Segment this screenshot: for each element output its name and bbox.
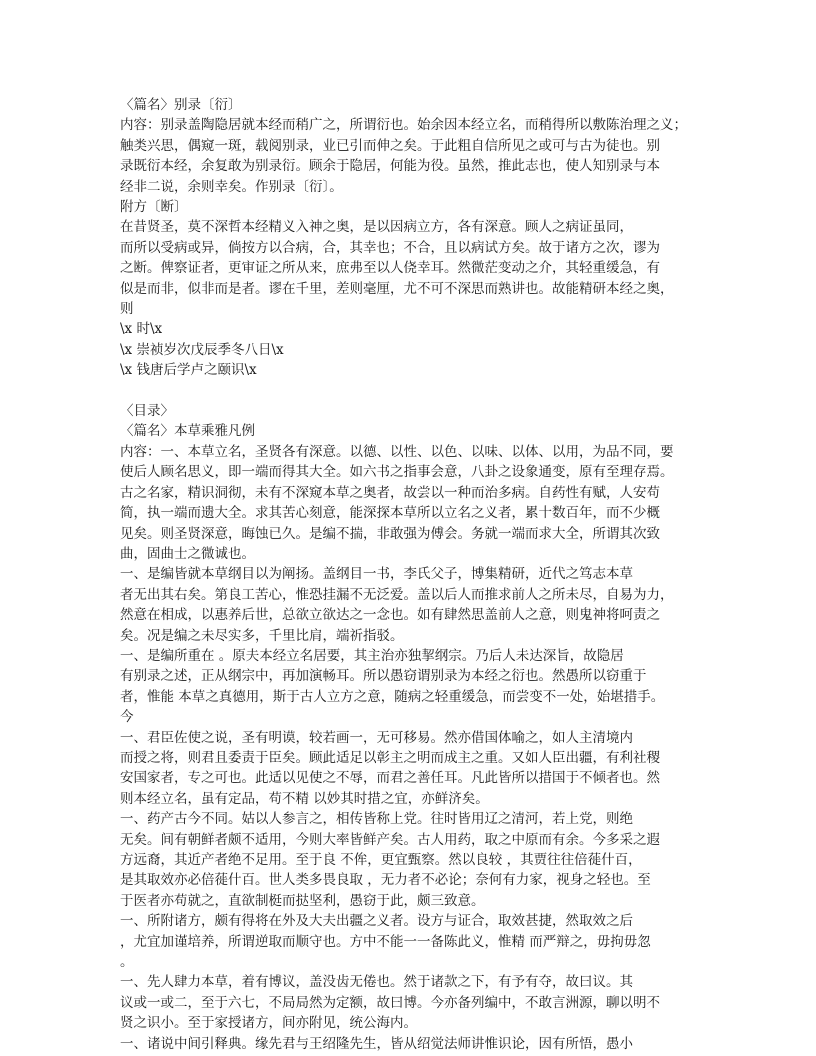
text-line: 一、药产古今不同。姑以人参言之，相传皆称上党。往时皆用辽之清河，若上党，则绝 <box>120 811 633 828</box>
text-line: 贤之识小。至于家授诸方，间亦附见，统公海内。 <box>120 1015 417 1032</box>
text-line: 内容：别录盖陶隐居就本经而稍广之，所谓衍也。始余因本经立名，而稍得所以敷陈治理之义； <box>120 117 687 134</box>
text-line: 。 <box>120 954 134 971</box>
text-line: 于医者亦苟就之，直欲制梃而挞坚利，愚窃于此，颇三致意。 <box>120 892 485 909</box>
text-line: 者无出其右矣。第良工苦心，惟恐挂漏不无泛爱。盖以后人而推求前人之所未尽，自易为力， <box>120 586 674 603</box>
text-line: 而授之将，则君且委责于臣矣。顾此适足以彰主之明而成主之重。又如人臣出疆，有利社稷 <box>120 749 660 766</box>
text-line: 矣。况是编之未尽实多，千里比肩，端祈指驳。 <box>120 627 404 644</box>
text-line: 见矣。则圣贤深意，晦蚀已久。是编不揣，非敢强为傅会。务就一端而求大全，所谓其次致 <box>120 525 660 542</box>
text-line: 一、先人肆力本草，着有博议，盖没齿无倦也。然于诸款之下，有予有夺，故曰议。其 <box>120 974 633 991</box>
text-line: 使后人顾名思义，即一端而得其大全。如六书之指事会意，八卦之设象通变，原有至理存焉。 <box>120 464 674 481</box>
text-line: 经非二说，余则幸矣。作别录〔衍〕。 <box>120 178 343 195</box>
text-line: 似是而非，似非而是者。谬在千里，差则毫厘，尤不可不深思而熟讲也。故能精研本经之奥， <box>120 280 674 297</box>
text-line <box>120 381 680 401</box>
text-line: 一、君臣佐使之说，圣有明谟，较若画一，无可移易。然亦借国体喻之，如人主清境内 <box>120 729 633 746</box>
text-line: 附方〔断〕 <box>120 199 188 216</box>
text-line: \x 钱唐后学卢之颐识\x <box>120 362 257 379</box>
text-line: 触类兴思，偶窥一斑，载阅别录，业已引而伸之矣。于此粗自信所见之或可与古为徒也。别 <box>120 137 660 154</box>
text-line: 〈目录〉 <box>120 403 174 420</box>
text-line: 而所以受病或异，倘按方以合病，合，其幸也；不合，且以病试方矣。故于诸方之次，谬为 <box>120 239 660 256</box>
text-line: 之断。俾察证者，更审证之所从来，庶弗至以人侥幸耳。然微茫变动之介，其轻重缓急，有 <box>120 260 660 277</box>
text-line: 议或一或二，至于六七，不局局然为定额，故曰博。今亦备列编中，不敢言洲源，聊以明不 <box>120 994 660 1011</box>
text-line: 曲，固曲士之微诚也。 <box>120 545 255 562</box>
text-line: 则 <box>120 301 134 318</box>
text-section <box>120 95 687 401</box>
text-line: 有别录之述，正从纲宗中，再加演畅耳。所以愚窃谓别录为本经之衍也。然愚所以窃重于 <box>120 668 647 685</box>
text-line: 是其取效亦必倍蓰什百。世人类多畏良取 ，无力者不必论；奈何有力家，视身之轻也。至 <box>120 872 651 889</box>
text-line: 简，执一端而遗大全。求其苦心刻意，能深探本草所以立名之义者，累十数百年，而不少概 <box>120 505 660 522</box>
text-line: \x 崇祯岁次戊辰季冬八日\x <box>120 341 284 358</box>
text-line: 一、所附诸方，颇有得将在外及大夫出疆之义者。设方与证合，取效甚捷，然取效之后 <box>120 913 633 930</box>
text-line: 〈篇名〉别录〔衍〕 <box>120 97 242 113</box>
text-line: 今 <box>120 709 134 726</box>
text-line: 然意在相成，以惠养后世，总欲立欲达之一念也。如有肆然思盖前人之意，则鬼神将呵责之 <box>120 607 660 624</box>
text-line: 一、是编皆就本草纲目以为阐扬。盖纲目一书，李氏父子，博集精研，近代之笃志本草 <box>120 566 633 583</box>
text-line: 录既衍本经，余复敢为别录衍。顾余于隐居，何能为役。虽然，推此志也，使人知别录与本 <box>120 158 660 175</box>
text-line: 一、诸说中间引释典。缘先君与王绍隆先生，皆从绍觉法师讲惟识论，因有所悟，愚小 <box>120 1035 633 1052</box>
text-section <box>120 401 680 1054</box>
text-line: 〈篇名〉本草乘雅凡例 <box>120 423 255 440</box>
text-line: 安国家者，专之可也。此适以见使之不辱，而君之善任耳。凡此皆所以措国于不倾者也。然 <box>120 770 660 787</box>
text-line: 一、是编所重在 。原夫本经立名居要，其主治亦独挈纲宗。乃后人未达深旨，故隐居 <box>120 647 624 664</box>
text-line: 者，惟能 本草之真德用，斯于古人立方之意，随病之轻重缓急，而尝变不一处，始堪措手。 <box>120 688 665 705</box>
text-line: 则本经立名，虽有定品，苟不精 以妙其时措之宜，亦鲜济矣。 <box>120 790 489 807</box>
text-line: 方远裔，其近产者绝不足用。至于良 不侔，更宜甄察。然以良较 ，其贾往往倍蓰什百， <box>120 852 642 869</box>
text-line: 古之名家，精识洞彻，未有不深窥本草之奥者，故尝以一种而治多病。自药性有赋，人安苟 <box>120 484 660 501</box>
text-line: 无矣。间有朝鲜者颇不适用，今则大率皆鲜产矣。古人用药，取之中原而有余。今多采之遐 <box>120 831 660 848</box>
text-line: ，尤宜加谨培养，所谓逆取而顺守也。方中不能一一备陈此义，惟精 而严辩之，毋拘毋忽 <box>120 933 651 950</box>
text-line: 在昔贤圣，莫不深哲本经精义入神之奥，是以因病立方，各有深意。顾人之病证虽同， <box>120 219 633 236</box>
text-line: 内容：一、本草立名，圣贤各有深意。以德、以性、以色、以味、以体、以用，为品不同，要 <box>120 443 674 460</box>
document-body <box>120 95 687 1054</box>
text-line: \x 时\x <box>120 321 163 338</box>
